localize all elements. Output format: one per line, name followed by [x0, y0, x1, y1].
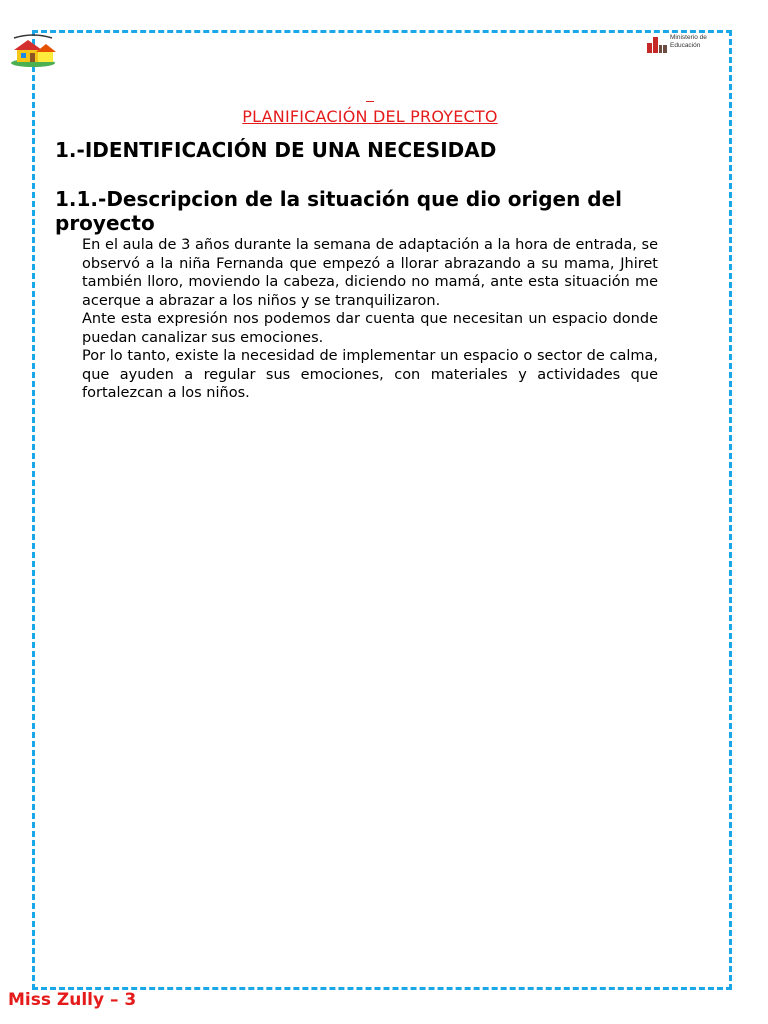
paragraph: Ante esta expresión nos podemos dar cuenta que necesitan un espacio donde puedan canalizar sus emociones.: [82, 311, 658, 346]
paragraph: Por lo tanto, existe la necesidad de implementar un espacio o sector de calma, que ayuden a regular sus emociones, con materiales y actividades que fortalezcan a los niños.: [82, 348, 658, 401]
school-logo-icon: [8, 32, 58, 68]
ministerio-educacion-logo-icon: [646, 33, 668, 55]
page-title: PLANIFICACIÓN DEL PROYECTO: [242, 107, 498, 126]
ministerio-educacion-logo: [646, 33, 708, 59]
paragraph: En el aula de 3 años durante la semana de adaptación a la hora de entrada, se observó a la niña Fernanda que empezó a llorar abrazando a su mama, Jhiret también lloro, moviendo la cabeza, diciendo no mamá, ante esta situación me acerque a abrazar a los niños y se tranquilizaron.: [82, 237, 658, 309]
decorative-dash: [366, 101, 374, 102]
page-border: [32, 30, 732, 990]
footer-text: Miss Zully – 3: [8, 990, 137, 1010]
subsection-heading: 1.1.-Descripcion de la situación que dio origen del proyecto: [55, 187, 623, 235]
description-body: [82, 236, 658, 403]
ministerio-text: Ministerio de Educación: [670, 34, 707, 49]
section-heading: 1.-IDENTIFICACIÓN DE UNA NECESIDAD: [55, 138, 497, 162]
